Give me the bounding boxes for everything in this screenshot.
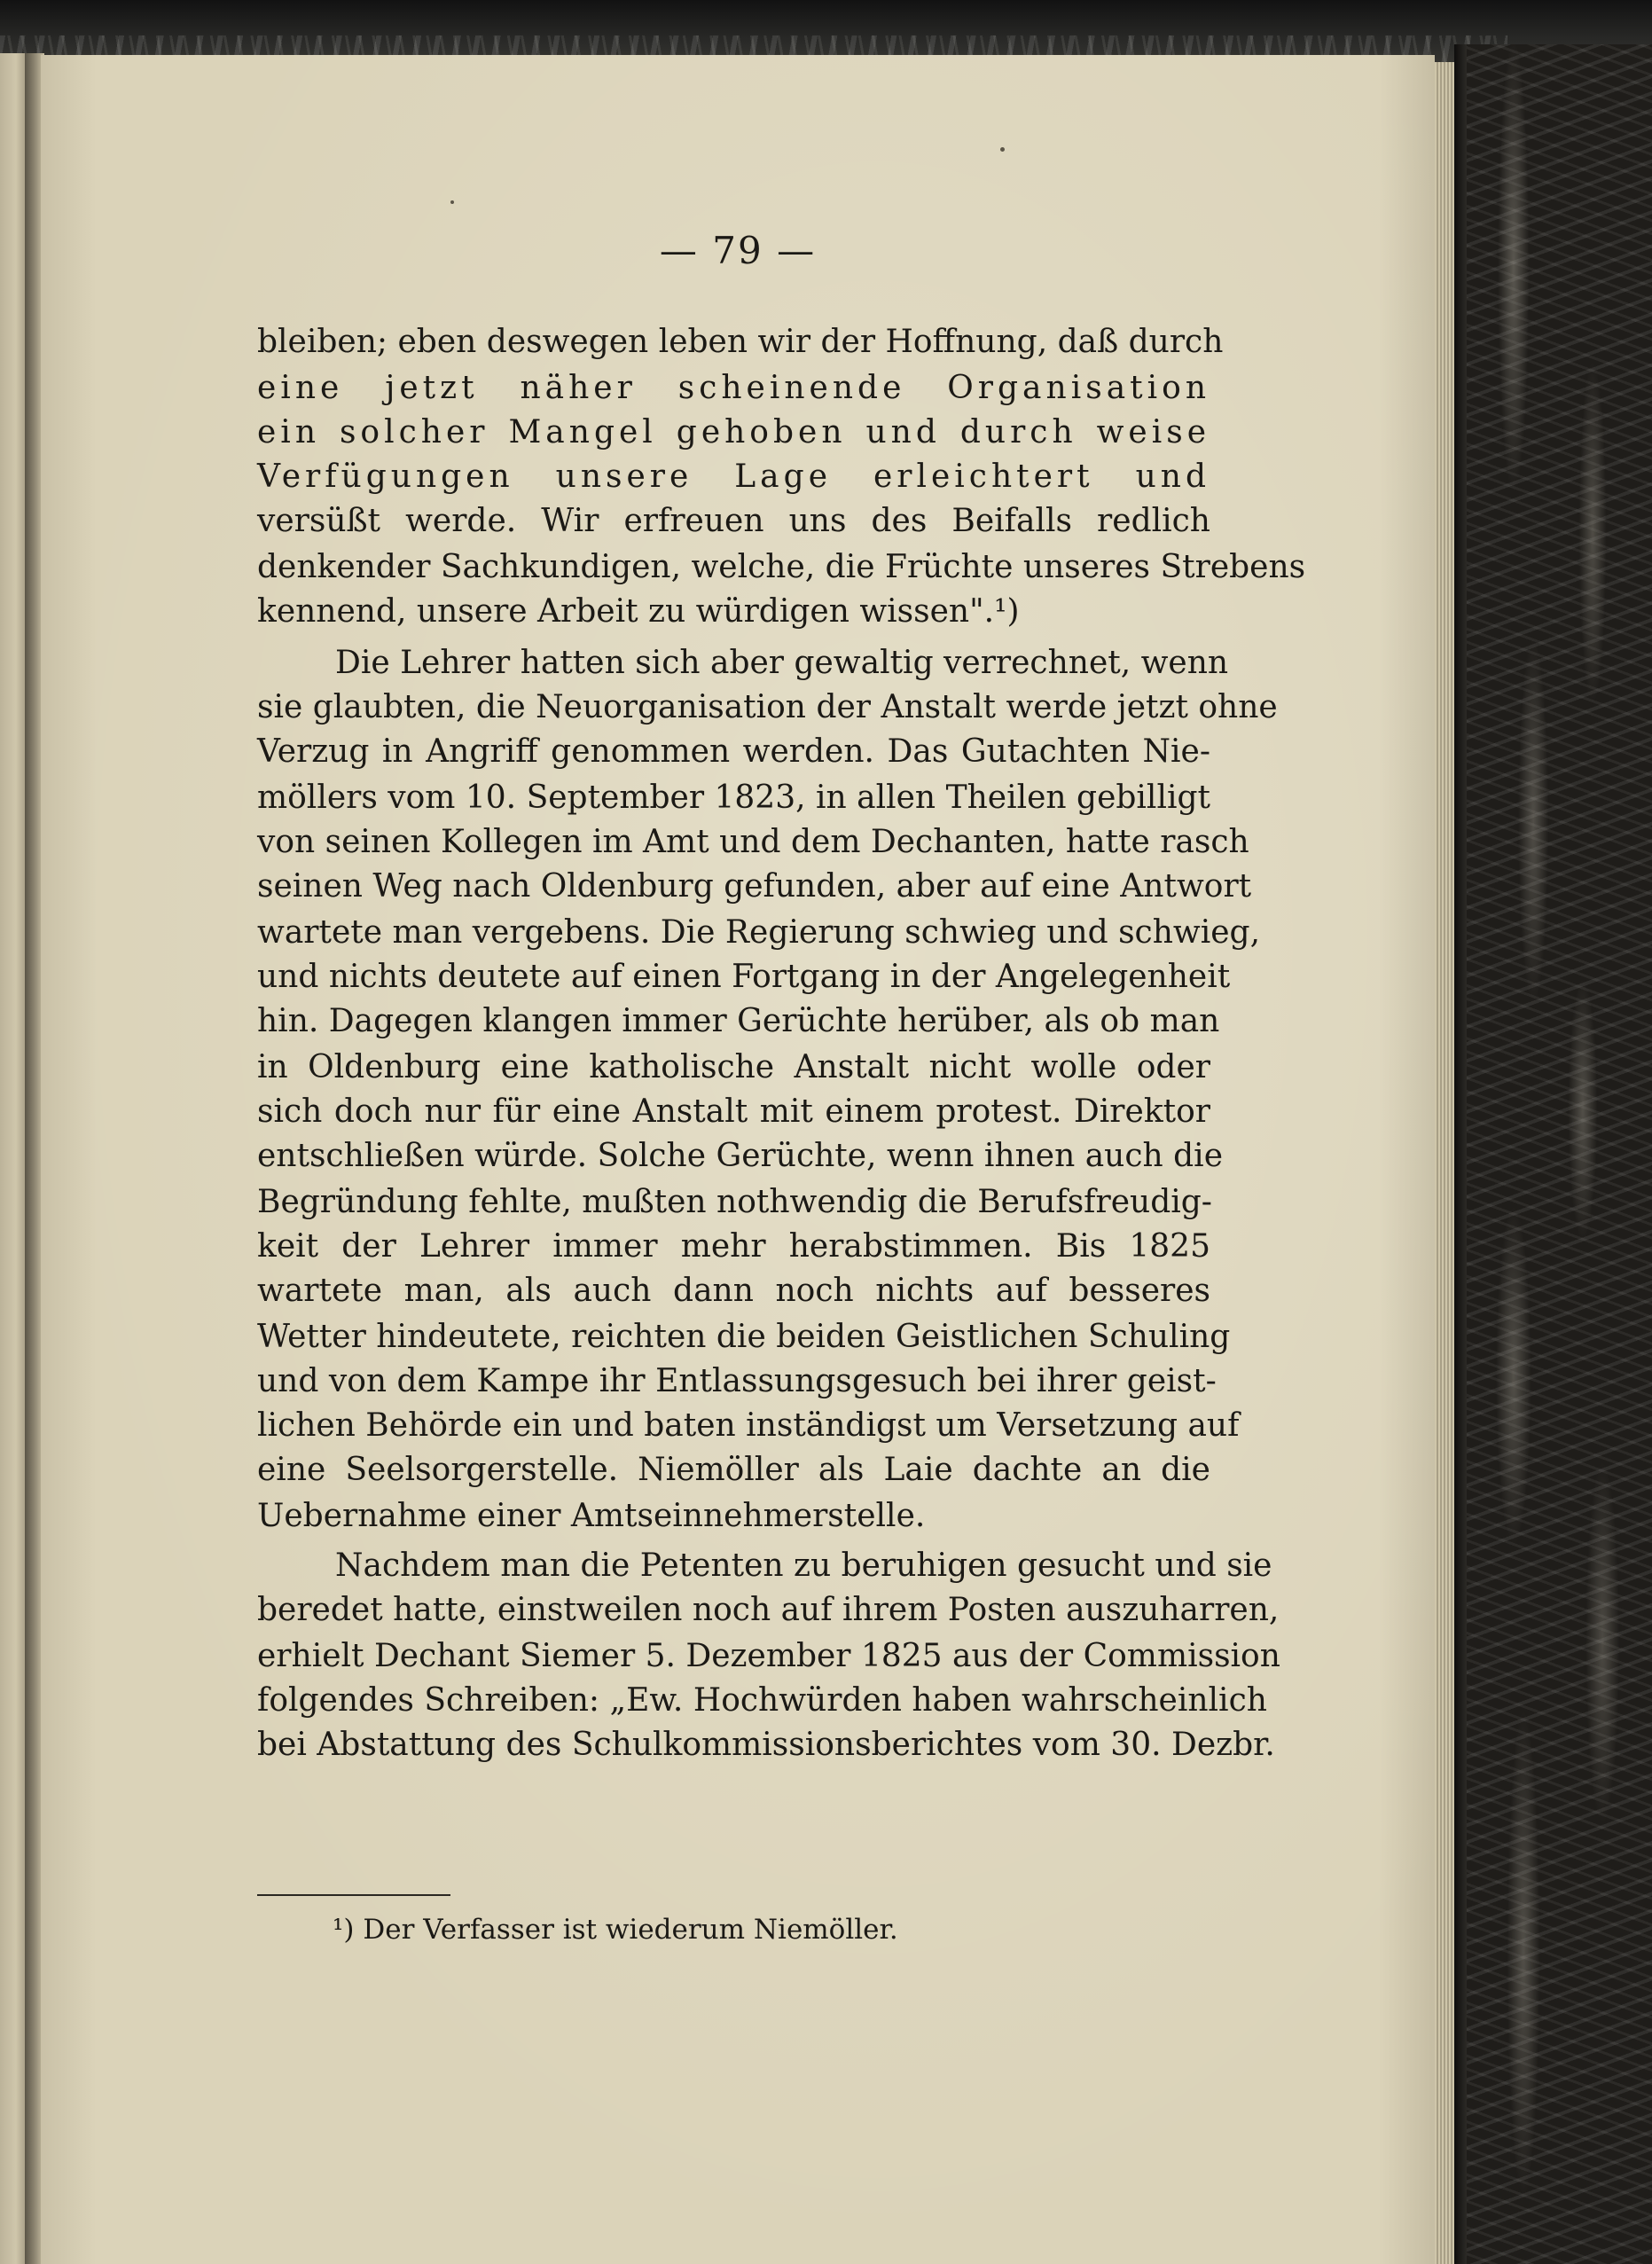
text-line: eine Seelsorgerstelle. Niemöller als Laie dachte an die [257,1452,1210,1488]
text-line: keit der Lehrer immer mehr herabstimmen. Bis 1825 [257,1228,1210,1265]
text-line: Die Lehrer hatten sich aber gewaltig verrechnet, wenn [335,645,1229,681]
text-line: von seinen Kollegen im Amt und dem Dechanten, hatte rasch [257,824,1249,860]
text-line: folgendes Schreiben: „Ew. Hochwürden haben wahrscheinlich [257,1682,1267,1719]
text-line: bleiben; eben deswegen leben wir der Hoffnung, daß durch [257,324,1224,360]
text-line: kennend, unsere Arbeit zu würdigen wissen".¹) [257,593,1020,630]
text-line: beredet hatte, einstweilen noch auf ihrem Posten auszuharren, [257,1592,1280,1628]
text-line: hin. Dagegen klangen immer Gerüchte herüber, als ob man [257,1003,1220,1039]
text-line: Verzug in Angriff genommen werden. Das Gutachten Nie- [257,733,1210,770]
text-line: seinen Weg nach Oldenburg gefunden, aber auf eine Antwort [257,868,1252,905]
text-line: Uebernahme einer Amtseinnehmerstelle. [257,1498,926,1534]
text-line: erhielt Dechant Siemer 5. Dezember 1825 aus der Commission [257,1638,1280,1674]
text-line: und nichts deutete auf einen Fortgang in der Angelegenheit [257,959,1231,995]
text-line: sie glaubten, die Neuorganisation der Anstalt werde jetzt ohne [257,689,1278,725]
cover-edge [1454,44,1467,2264]
paper-speck [1000,147,1005,152]
page-number: — 79 — [659,229,817,272]
text-line: lichen Behörde ein und baten inständigst um Versetzung auf [257,1407,1240,1444]
text-line: entschließen würde. Solche Gerüchte, wenn ihnen auch die [257,1138,1223,1174]
text-line: wartete man, als auch dann noch nichts auf besseres [257,1273,1210,1309]
text-line: möllers vom 10. September 1823, in allen Theilen gebilligt [257,779,1210,816]
text-line: denkender Sachkundigen, welche, die Früchte unseres Strebens [257,549,1306,585]
paper-speck [450,200,454,204]
text-line: in Oldenburg eine katholische Anstalt nicht wolle oder [257,1049,1210,1085]
text-line: bei Abstattung des Schulkommissionsberichtes vom 30. Dezbr. [257,1727,1275,1763]
text-line: wartete man vergebens. Die Regierung schwieg und schwieg, [257,914,1261,951]
text-line: ein solcher Mangel gehoben und durch weise [257,414,1210,450]
text-line: Verfügungen unsere Lage erleichtert und [257,458,1210,495]
marbled-cover [1454,44,1652,2264]
facing-page-edge [0,53,27,2264]
text-line: Wetter hindeutete, reichten die beiden Geistlichen Schuling [257,1319,1231,1355]
text-line: Nachdem man die Petenten zu beruhigen gesucht und sie [335,1547,1272,1584]
text-line: eine jetzt näher scheinende Organisation [257,370,1210,406]
text-line: Begründung fehlte, mußten nothwendig die Berufsfreudig- [257,1184,1212,1220]
text-line: und von dem Kampe ihr Entlassungsgesuch bei ihrer geist- [257,1363,1217,1399]
footnote: ¹) Der Verfasser ist wiederum Niemöller. [333,1914,898,1946]
text-line: sich doch nur für eine Anstalt mit einem protest. Direktor [257,1093,1210,1130]
footnote-divider [257,1894,450,1896]
text-line: versüßt werde. Wir erfreuen uns des Beifalls redlich [257,503,1210,539]
page-stack-edges [1435,62,1454,2264]
